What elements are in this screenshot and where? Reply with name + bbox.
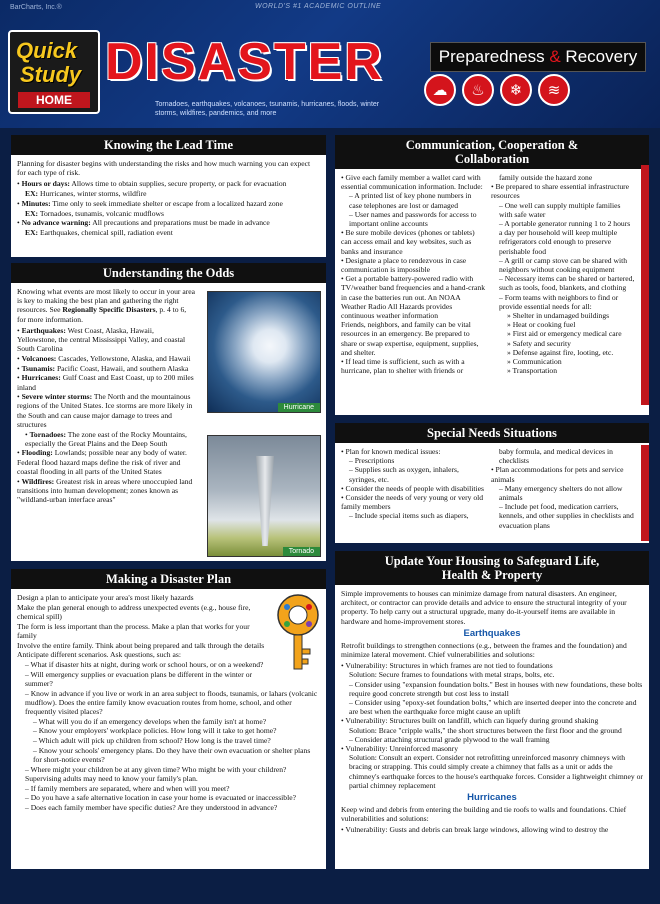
list-item: » Transportation (507, 366, 557, 376)
earthquakes-list (341, 661, 643, 790)
plan-list-2 (17, 689, 320, 813)
header-banner (0, 0, 660, 128)
flood-icon: ≋ (538, 74, 570, 106)
list-item: – Will emergency supplies or evacuation plans be different in the winter or summer? (25, 669, 253, 688)
quickstudy-logo (8, 30, 100, 114)
plan-panel (10, 568, 327, 870)
list-item: – Consider attaching structural grade plywood to the wall framing (349, 734, 550, 744)
list-item: • Designate a place to rendezvous in case communication is impossible (341, 255, 467, 275)
hurricane-photo (207, 291, 321, 413)
lead-time-body (11, 155, 326, 242)
list-item: » Communication (507, 357, 562, 367)
page-subtitle (430, 42, 646, 72)
list-item: The form is less important than the process. Make a plan that works for your family (17, 621, 250, 640)
housing-panel (334, 550, 650, 870)
key-plan-icon (273, 593, 323, 673)
list-item: • Be prepared to share essential infrastructure resources (491, 182, 630, 201)
logo-home: HOME (18, 92, 90, 108)
housing-heading: Update Your Housing to Safeguard Life, Health & Property (335, 551, 649, 585)
list-item: » Defense against fire, looting, etc. (507, 347, 614, 357)
list-item: • Hours or days: Allows time to obtain supplies, secure property, or pack for evacuation (17, 179, 287, 189)
list-item: • Hurricanes: Gulf Coast and East Coast, up to 200 miles inland (17, 373, 194, 392)
special-needs-panel (334, 422, 650, 544)
special-needs-body (335, 443, 649, 534)
list-item: • Earthquakes: West Coast, Alaska, Hawaii, Yellowstone, the central Mississippi Valley, and coastal South Carolina (17, 325, 186, 354)
list-item: – Know your schools' emergency plans. Do they have their own evacuation or shelter plans for short-notice events? (33, 745, 311, 764)
subtitle-amp: & (549, 47, 561, 66)
list-item: – Prescriptions (349, 456, 395, 466)
publisher: BarCharts, Inc.® (10, 4, 62, 11)
list-item: • Wildfires: Greatest risk in areas where unoccupied land transitions into human development; zones known as "wildland-urban interface areas" (17, 476, 193, 504)
list-item: » Shelter in undamaged buildings (507, 311, 610, 321)
hurricane-caption: Hurricane (278, 403, 320, 412)
list-item: – Know your employers' workplace policies. How long will it take to get home? (33, 726, 277, 736)
list-item: • Severe winter storms: The North and the mountainous regions of the United States. Ice storms are more likely in the South and can cause major damage to trees and structures (17, 392, 193, 429)
list-item: Solution: Consult an expert. Consider not retrofitting unreinforced masonry chimneys with bracing or strapping. This could simply create a chimney that falls as a unit or adds the chimney's earthquake forces to the house's earthquake forces. Consider a lightweight chimney or partial chimney replacement (349, 753, 643, 790)
list-item: • Tsunamis: Pacific Coast, Hawaii, and southern Alaska (17, 363, 189, 373)
list-item: – Do you have a safe alternative location in case your home is evacuated or inaccessible? (25, 793, 296, 803)
list-item: EX: Earthquakes, chemical spill, radiation event (25, 227, 173, 237)
communication-col-left (341, 173, 485, 375)
subtitle-right: Recovery (565, 47, 638, 66)
list-item: – Where might your children be at any given time? Who might be with your children? Supervising adults may need to know your family's plan. (25, 764, 287, 783)
subtitle-left: Preparedness (438, 47, 545, 66)
odds-body (11, 283, 201, 509)
list-item: • Consider the needs of very young or very old family members (341, 493, 484, 512)
topics-list: Tornadoes, earthquakes, volcanoes, tsunamis, hurricanes, floods, winter storms, wildfires, pandemics, and more (155, 101, 380, 117)
list-item: • Vulnerability: Unreinforced masonry (341, 744, 458, 754)
section-side-tab (641, 445, 649, 541)
list-item: • Be sure mobile devices (phones or tablets) can access email and key websites, such as banks and insurance (341, 228, 475, 256)
hurricanes-line: • Vulnerability: Gusts and debris can break large windows, allowing wind to destroy the (341, 825, 609, 835)
odds-list (17, 326, 195, 504)
hurricanes-subheading: Hurricanes (467, 792, 517, 804)
special-needs-heading: Special Needs Situations (335, 423, 649, 443)
logo-study: Study (20, 62, 82, 87)
housing-intro: Simple improvements to houses can minimize damage from natural disasters. An engineer, architect, or contractor can provide details and advice to ensure the structural integrity of your property. To help carry out a structural upgrade, many do-it-yourself items are available in hardware and home-improvement stores. (341, 589, 627, 626)
earthquakes-subheading: Earthquakes (463, 627, 521, 639)
tagline: WORLD'S #1 ACADEMIC OUTLINE (255, 3, 382, 10)
list-item: – One well can supply multiple families with safe water (499, 200, 621, 219)
list-item: – Know in advance if you live or work in an area subject to floods, tsunamis, or lahars (volcanic mudflow). Does the entire family know evacuation routes from home, school, and other frequently visited places? (25, 688, 318, 716)
tornado-caption: Tornado (283, 547, 320, 556)
storm-icon: ☁ (424, 74, 456, 106)
earthquakes-intro: Retrofit buildings to strengthen connections (e.g., between the frames and the foundation) and minimize lateral movement. Chief vulnerabilities and solutions: (341, 640, 627, 660)
list-item: – Supplies such as oxygen, inhalers, syringes, etc. (349, 465, 459, 484)
special-needs-col-right (491, 447, 635, 530)
list-item: • If lead time is sufficient, such as with a hurricane, plan to shelter with friends or (341, 357, 465, 376)
list-item: Solution: Brace "cripple walls," the short structures between the first floor and the ground (349, 725, 622, 735)
list-item: • Get a portable battery-powered radio with TV/weather band frequencies and a hand-crank in case the batteries run out. An NOAA Weather Radio All Hazards provides continuous weather information (341, 274, 485, 321)
odds-intro: Knowing what events are most likely to occur in your area is key to making the best plan and gathering the right resources. See Regionally Specific Disasters, p. 4 to 6, for more information. (17, 287, 195, 324)
list-item: – Consider using "epoxy-set foundation bolts," which are inserted deeper into the concrete and are best when the earthquake force might cause an uplift (349, 698, 637, 717)
list-item: • Plan accommodations for pets and service animals (491, 465, 624, 484)
list-item: • Vulnerability: Structures in which frames are not tied to foundations (341, 661, 553, 671)
tornado-funnel (256, 456, 274, 546)
page-title: DISASTER (105, 33, 384, 91)
communication-col-right (491, 173, 635, 375)
list-item: Solution: Secure frames to foundations with metal straps, bolts, etc. (349, 670, 555, 680)
list-item: Design a plan to anticipate your area's most likely hazards (17, 593, 194, 602)
lead-time-list (17, 179, 320, 237)
list-item: – A portable generator running 1 to 2 hours a day per household will keep multiple refrigerators cold enough to preserve perishable food (499, 219, 631, 256)
snowflake-icon: ❄ (500, 74, 532, 106)
list-item: – User names and passwords for access to important online accounts (349, 209, 477, 229)
fire-icon: ♨ (462, 74, 494, 106)
list-item: – Necessary items can be shared or bartered, such as tools, food, blankets, and clothing (499, 274, 635, 293)
lead-time-intro: Planning for disaster begins with understanding the risks and how much warning you can expect for each type of risk. (17, 159, 311, 178)
plan-heading: Making a Disaster Plan (11, 569, 326, 589)
housing-body (335, 585, 649, 841)
list-item: – What will you do if an emergency develops when the family isn't at home? (33, 716, 267, 726)
lead-time-panel (10, 134, 327, 258)
list-item: – Many emergency shelters do not allow animals (499, 483, 623, 503)
list-item: – A printed list of key phone numbers in case telephones are lost or damaged (349, 191, 472, 210)
list-item: – Which adult will pick up children from school? How long is the travel time? (33, 736, 271, 746)
list-item: – Consider using "expansion foundation bolts." Best in houses with new foundations, these bolts require good concrete strength but cost less to install (349, 679, 643, 698)
list-item: » Safety and security (507, 338, 571, 348)
list-item: – Include pet food, medication carriers, kennels, and other supplies in checklists and evacuation plans (499, 502, 634, 530)
list-item: – If family members are separated, where and when will you meet? (25, 783, 230, 793)
list-item: • Tornadoes: The zone east of the Rocky Mountains, especially the Great Plains and the Deep South (25, 429, 187, 448)
list-item: – What if disaster hits at night, during work or school hours, or on a weekend? (25, 659, 264, 669)
list-item: Involve the entire family. Think about being prepared and talk through the details (17, 640, 265, 650)
odds-heading: Understanding the Odds (11, 263, 326, 283)
list-item: – Form teams with neighbors to find or provide essential needs for all: (499, 292, 619, 311)
lead-time-heading: Knowing the Lead Time (11, 135, 326, 155)
list-item: Make the plan general enough to address unexpected events (e.g., house fire, chemical spill) (17, 602, 251, 621)
list-item: – Include special items such as diapers, (349, 511, 469, 521)
odds-panel (10, 262, 327, 562)
list-item: • Vulnerability: Structures built on landfill, which can liquefy during ground shaking (341, 716, 599, 726)
list-item: Friends, neighbors, and family can be vital resources in an emergency. Be prepared to share or swap expertise, equipment, supplies, and shelter. (341, 320, 479, 357)
list-item: • Volcanoes: Cascades, Yellowstone, Alaska, and Hawaii (17, 353, 191, 363)
plan-list (17, 593, 267, 688)
list-item: • No advance warning: All precautions and preparations must be made in advance (17, 218, 270, 228)
list-item: » First aid or emergency medical care (507, 329, 622, 339)
special-needs-col-left (341, 447, 485, 530)
communication-heading: Communication, Cooperation & Collaboration (335, 135, 649, 169)
list-item: » Heat or cooking fuel (507, 320, 576, 330)
communication-body (335, 169, 649, 379)
list-item: Anticipate different scenarios. Ask questions, such as: (17, 650, 181, 660)
hurricanes-intro: Keep wind and debris from entering the building and tie roofs to walls and foundations. Chief vulnerabilities and solutions: (341, 805, 627, 824)
list-item: – A grill or camp stove can be shared with neighbors without cooking equipment (499, 255, 628, 275)
list-item: • Give each family member a wallet card with essential communication information. Include: (341, 173, 483, 192)
list-item: • Plan for known medical issues: (341, 447, 441, 456)
section-side-tab (641, 165, 649, 405)
list-item: baby formula, and medical devices in checklists (499, 447, 613, 466)
list-item: family outside the hazard zone (499, 173, 593, 182)
list-item: – Does each family member have specific duties? Are they understood in advance? (25, 802, 278, 812)
list-item: • Consider the needs of people with disabilities (341, 483, 484, 493)
communication-panel (334, 134, 650, 416)
hazard-icons (424, 74, 570, 106)
tornado-photo (207, 435, 321, 557)
list-item: • Flooding: Lowlands; possible near any body of water. Federal flood hazard maps define the risk of river and coastal flooding in all parts of the United States (17, 448, 187, 476)
logo-quick: Quick (16, 38, 78, 63)
list-item: • Minutes: Time only to seek immediate shelter or escape from a localized hazard zone (17, 198, 283, 208)
list-item: EX: Tornadoes, tsunamis, volcanic mudflows (25, 208, 164, 218)
list-item: EX: Hurricanes, winter storms, wildfire (25, 189, 147, 199)
